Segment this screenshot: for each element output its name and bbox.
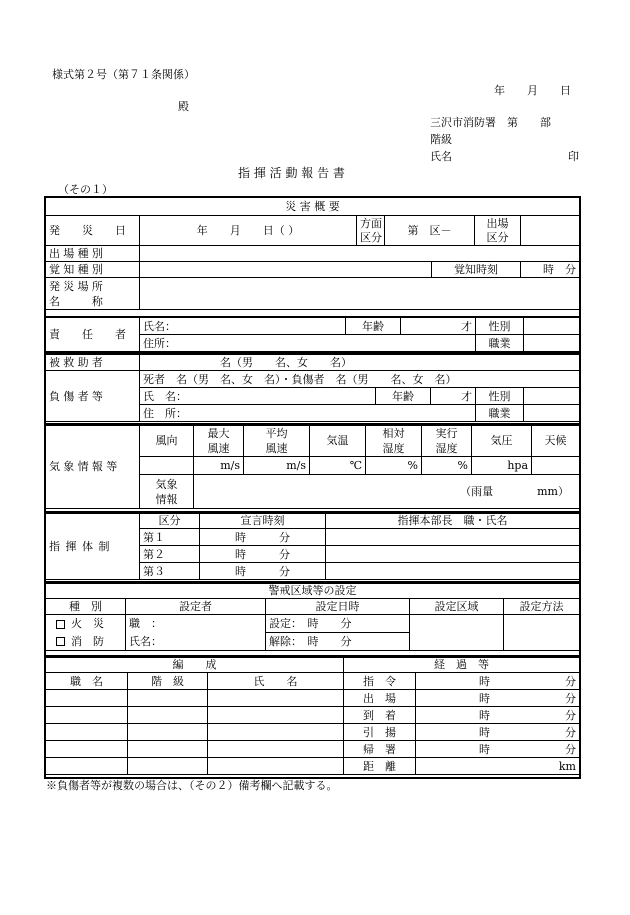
member-post-field[interactable] <box>46 724 128 741</box>
rainfall-field[interactable]: （雨量 mm） <box>194 475 580 509</box>
label-commander: 指揮本部長 職・氏名 <box>326 513 580 529</box>
progress-heading: 経 過 等 <box>344 657 580 673</box>
rank-label: 階級 <box>430 133 452 146</box>
progress-label-distance: 距 離 <box>344 758 416 775</box>
level-1-time[interactable]: 時 分 <box>200 529 326 546</box>
label-pressure: 気圧 <box>472 425 532 457</box>
label-effective-humidity: 実行 湿度 <box>422 425 472 457</box>
weather-info-table <box>45 424 580 509</box>
responsible-name-field[interactable]: 氏名： <box>140 318 346 335</box>
level-3: 第３ <box>140 563 200 580</box>
label-temperature: 気温 <box>310 425 366 457</box>
fire-zone-option[interactable]: 火 災 <box>46 615 126 633</box>
rescued-count-field[interactable]: 名（男 名、女 名） <box>140 354 580 371</box>
label-dispatch-division: 出場 区分 <box>475 216 521 246</box>
label-weather-info: 気象 情報 <box>140 475 194 509</box>
label-declaration-time: 宣言時刻 <box>200 513 326 529</box>
label-responsible-person: 責 任 者 <box>46 318 140 352</box>
member-rank-field[interactable] <box>128 724 208 741</box>
progress-label-dispatch: 出 場 <box>344 690 416 707</box>
progress-time-arrival[interactable]: 時 分 <box>416 707 580 724</box>
command-structure-table <box>45 512 580 580</box>
responsible-person-table <box>45 317 580 352</box>
setter-name-field[interactable]: 氏名： <box>126 633 266 651</box>
member-name-field[interactable] <box>208 707 344 724</box>
age-field[interactable]: 才 <box>401 318 476 335</box>
document-title: 指 揮 活 動 報 告 書 <box>238 166 345 180</box>
firefighting-zone-option[interactable]: 消 防 <box>46 633 126 651</box>
label-set-datetime: 設定日時 <box>266 599 410 615</box>
progress-label-withdrawal: 引 揚 <box>344 724 416 741</box>
alert-zone-table <box>45 582 580 651</box>
set-time-field[interactable]: 設定： 時 分 <box>266 615 410 633</box>
checkbox-icon[interactable] <box>56 637 65 646</box>
level-1: 第１ <box>140 529 200 546</box>
label-rank: 階 級 <box>128 673 208 690</box>
rescued-injured-table <box>45 353 580 422</box>
effective-humidity-field[interactable]: % <box>422 457 472 475</box>
injured-sex-field[interactable] <box>524 388 580 405</box>
progress-label-return: 帰 署 <box>344 741 416 758</box>
addressee: 殿 <box>178 100 189 113</box>
relative-humidity-field[interactable]: % <box>366 457 422 475</box>
label-post: 職 名 <box>46 673 128 690</box>
dispatch-type-field[interactable] <box>140 246 580 262</box>
responsible-address-field[interactable]: 住所： <box>140 335 476 352</box>
member-name-field[interactable] <box>208 724 344 741</box>
label-rescued: 被救助者 <box>46 354 140 371</box>
alert-zone-heading: 警戒区域等の設定 <box>46 583 580 599</box>
setter-position-field[interactable]: 職 ： <box>126 615 266 633</box>
progress-distance-field[interactable]: km <box>416 758 580 775</box>
label-avg-wind: 平均 風速 <box>244 425 310 457</box>
label-disaster-site: 発災場所 名 称 <box>46 278 140 310</box>
footer-note: ※負傷者等が複数の場合は、（その２）備考欄へ記載する。 <box>46 779 338 792</box>
organization-progress-table <box>45 656 580 775</box>
organization-heading: 編 成 <box>46 657 344 673</box>
label-disaster-date: 発 災 日 <box>46 216 140 246</box>
progress-time-dispatch[interactable]: 時 分 <box>416 690 580 707</box>
label-detection-type: 覚知種別 <box>46 262 140 278</box>
detection-type-field[interactable] <box>140 262 432 278</box>
label-zone-type: 種 別 <box>46 599 126 615</box>
fire-station: 三沢市消防署 第 部 <box>430 116 551 129</box>
progress-label-arrival: 到 着 <box>344 707 416 724</box>
casualty-count-field[interactable]: 死者 名（男 名、女 名）・負傷者 名（男 名、女 名） <box>140 371 580 388</box>
member-post-field[interactable] <box>46 707 128 724</box>
level-2: 第２ <box>140 546 200 563</box>
progress-time-order[interactable]: 時 分 <box>416 673 580 690</box>
occupation-field[interactable] <box>524 335 580 352</box>
level-1-commander[interactable] <box>326 529 580 546</box>
dispatch-division-field[interactable] <box>521 216 580 246</box>
label-occupation: 職業 <box>476 335 524 352</box>
progress-time-return[interactable]: 時 分 <box>416 741 580 758</box>
overview-heading: 災 害 概 要 <box>46 198 580 216</box>
name-label: 氏名 <box>430 150 452 163</box>
member-rank-field[interactable] <box>128 690 208 707</box>
set-method-field[interactable] <box>504 615 580 651</box>
member-rank-field[interactable] <box>128 741 208 758</box>
progress-label-order: 指 令 <box>344 673 416 690</box>
disaster-overview-table <box>45 197 580 310</box>
label-member-name: 氏 名 <box>208 673 344 690</box>
label-detection-time: 覚知時刻 <box>432 262 521 278</box>
form-number: 様式第２号（第７１条関係） <box>52 68 195 81</box>
label-injured: 負傷者等 <box>46 371 140 422</box>
report-date: 年 月 日 <box>494 84 571 97</box>
detection-time-field[interactable]: 時 分 <box>521 262 580 278</box>
level-2-time[interactable]: 時 分 <box>200 546 326 563</box>
label-dispatch-type: 出場種別 <box>46 246 140 262</box>
checkbox-icon[interactable] <box>56 620 65 629</box>
label-area-division: 方面 区分 <box>357 216 385 246</box>
level-3-time[interactable]: 時 分 <box>200 563 326 580</box>
seal-mark: 印 <box>568 150 579 163</box>
weather-condition-field[interactable] <box>532 457 580 475</box>
label-injured-occupation: 職業 <box>476 405 524 422</box>
pressure-field[interactable]: hpa <box>472 457 532 475</box>
label-relative-humidity: 相対 湿度 <box>366 425 422 457</box>
wind-direction-field[interactable] <box>140 457 194 475</box>
set-area-field[interactable] <box>410 615 504 651</box>
sex-field[interactable] <box>524 318 580 335</box>
injured-address-field[interactable]: 住 所： <box>140 405 476 422</box>
member-name-field[interactable] <box>208 758 344 775</box>
injured-age-field[interactable]: 才 <box>431 388 476 405</box>
avg-wind-field[interactable]: m/s <box>244 457 310 475</box>
label-sex: 性別 <box>476 318 524 335</box>
label-injured-age: 年齢 <box>376 388 431 405</box>
label-set-method: 設定方法 <box>504 599 580 615</box>
label-setter: 設定者 <box>126 599 266 615</box>
member-rank-field[interactable] <box>128 707 208 724</box>
disaster-date-value[interactable]: 年 月 日（ ） <box>140 216 357 246</box>
member-post-field[interactable] <box>46 758 128 775</box>
label-command-structure: 指揮体制 <box>46 513 140 580</box>
label-max-wind: 最大 風速 <box>194 425 244 457</box>
temperature-field[interactable]: ℃ <box>310 457 366 475</box>
part-number: （その１） <box>58 183 113 196</box>
injured-name-field[interactable]: 氏 名： <box>140 388 376 405</box>
max-wind-field[interactable]: m/s <box>194 457 244 475</box>
progress-time-withdrawal[interactable]: 時 分 <box>416 724 580 741</box>
level-3-commander[interactable] <box>326 563 580 580</box>
label-level: 区分 <box>140 513 200 529</box>
label-wind-direction: 風向 <box>140 425 194 457</box>
disaster-site-field[interactable] <box>140 278 580 310</box>
label-set-area: 設定区域 <box>410 599 504 615</box>
injured-occupation-field[interactable] <box>524 405 580 422</box>
member-post-field[interactable] <box>46 741 128 758</box>
member-post-field[interactable] <box>46 690 128 707</box>
label-weather: 気象情報等 <box>46 425 140 509</box>
member-rank-field[interactable] <box>128 758 208 775</box>
label-weather-condition: 天候 <box>532 425 580 457</box>
label-age: 年齢 <box>346 318 401 335</box>
member-name-field[interactable] <box>208 690 344 707</box>
release-time-field[interactable]: 解除： 時 分 <box>266 633 410 651</box>
level-2-commander[interactable] <box>326 546 580 563</box>
district-value[interactable]: 第 区－ <box>385 216 475 246</box>
member-name-field[interactable] <box>208 741 344 758</box>
label-injured-sex: 性別 <box>476 388 524 405</box>
